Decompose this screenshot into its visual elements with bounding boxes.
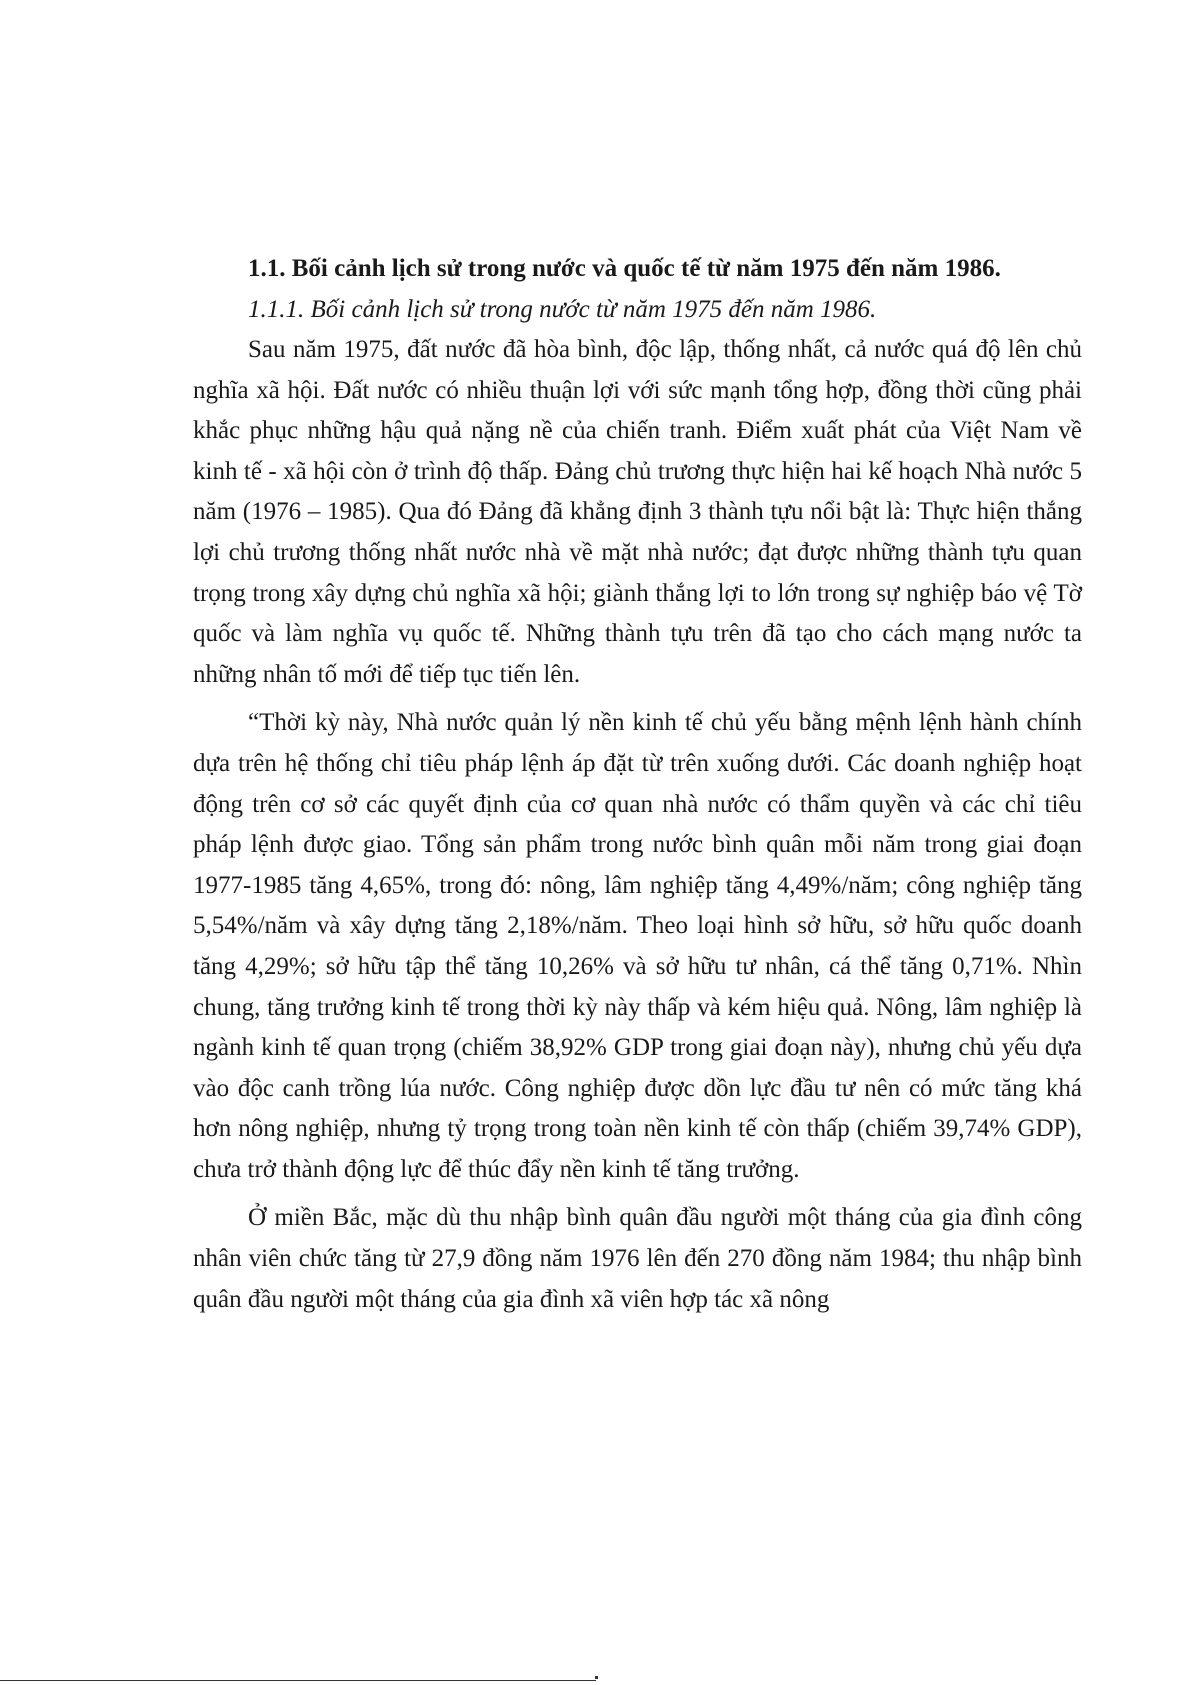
paragraph-2: “Thời kỳ này, Nhà nước quản lý nền kinh tế chủ yếu bằng mệnh lệnh hành chính dựa trên hệ thống chỉ tiêu pháp lệnh áp đặt từ trên xuống dưới. Các doanh nghiệp hoạt động trên cơ sở các quyết định của cơ quan nhà nước có thẩm quyền và các chỉ tiêu pháp lệnh được giao. Tổng sản phẩm trong nước bình quân mỗi năm trong giai đoạn 1977-1985 tăng 4,65%, trong đó: nông, lâm nghiệp tăng 4,49%/năm; công nghiệp tăng 5,54%/năm và xây dựng tăng 2,18%/năm. Theo loại hình sở hữu, sở hữu quốc doanh tăng 4,29%; sở hữu tập thể tăng 10,26% và sở hữu tư nhân, cá thể tăng 0,71%. Nhìn chung, tăng trưởng kinh tế trong thời kỳ này thấp và kém hiệu quả. Nông, lâm nghiệp là ngành kinh tế quan trọng (chiếm 38,92% GDP trong giai đoạn này), nhưng chủ yếu dựa vào độc canh trồng lúa nước. Công nghiệp được dồn lực đầu tư nên có mức tăng khá hơn nông nghiệp, nhưng tỷ trọng trong toàn nền kinh tế còn thấp (chiếm 39,74% GDP), chưa trở thành động lực để thúc đẩy nền kinh tế tăng trưởng. [193,709,1082,1183]
subsection-heading: 1.1.1. Bối cảnh lịch sử trong nước từ năm 1975 đến năm 1986. [248,296,877,323]
paragraph-3: Ở miền Bắc, mặc dù thu nhập bình quân đầu người một tháng của gia đình công nhân viên chức tăng từ 27,9 đồng năm 1976 lên đến 270 đồng năm 1984; thu nhập bình quân đầu người một tháng của gia đình xã viên hợp tác xã nông [193,1204,1082,1313]
section-heading: 1.1. Bối cảnh lịch sử trong nước và quốc tế từ năm 1975 đến năm 1986. [248,255,1001,282]
footnote-divider-mark [595,1676,598,1679]
footnote-divider [0,1680,596,1681]
paragraph-1: Sau năm 1975, đất nước đã hòa bình, độc lập, thống nhất, cả nước quá độ lên chủ nghĩa xã hội. Đất nước có nhiều thuận lợi với sức mạnh tổng hợp, đồng thời cũng phải khắc phục những hậu quả nặng nề của chiến tranh. Điểm xuất phát của Việt Nam về kinh tế - xã hội còn ở trình độ thấp. Đảng chủ trương thực hiện hai kế hoạch Nhà nước 5 năm (1976 – 1985). Qua đó Đảng đã khẳng định 3 thành tựu nổi bật là: Thực hiện thắng lợi chủ trương thống nhất nước nhà về mặt nhà nước; đạt được những thành tựu quan trọng trong xây dựng chủ nghĩa xã hội; giành thắng lợi to lớn trong sự nghiệp báo vệ Tờ quốc và làm nghĩa vụ quốc tế. Những thành tựu trên đã tạo cho cách mạng nước ta những nhân tố mới để tiếp tục tiến lên. [193,336,1082,688]
document-content [193,248,1082,1320]
